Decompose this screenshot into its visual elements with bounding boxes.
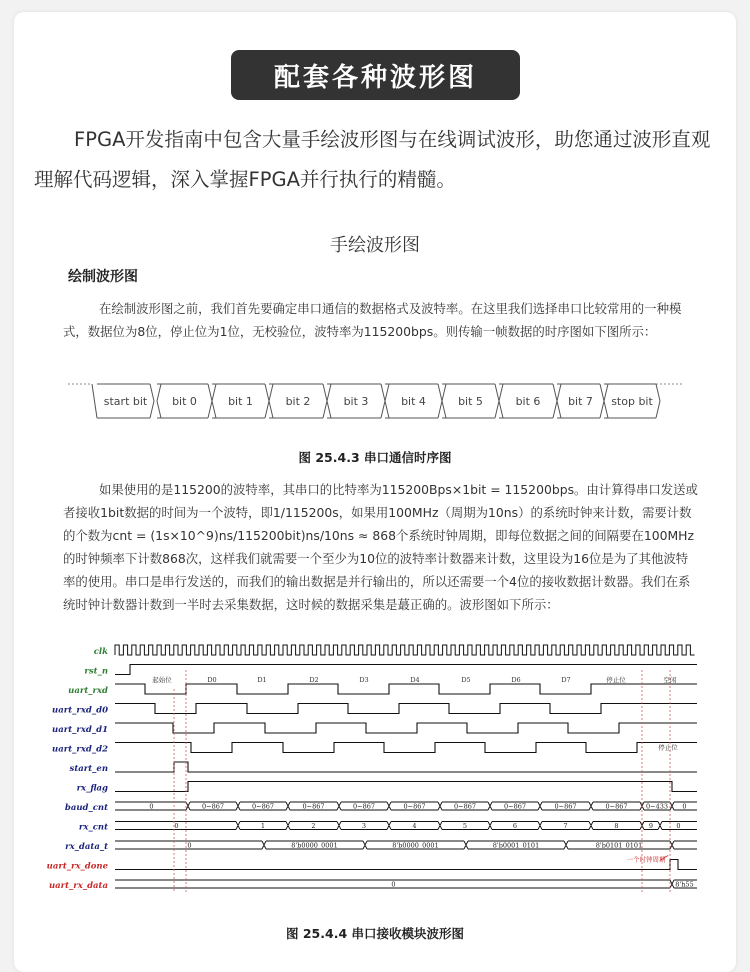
rx-cnt-bus-value: 0 [174,822,179,830]
uart-rxd-d2-wave [115,743,697,753]
frame-bit-label: bit 4 [401,395,426,408]
clk-wave [115,645,695,655]
rx-cnt-bus-value: 9 [648,822,654,830]
signal-name: uart_rxd_d0 [52,705,108,716]
uart-rxd-bit-label: D5 [461,676,471,684]
signal-name: uart_rxd [68,686,108,696]
baud-cnt-bus-value: 0~867 [202,802,224,811]
uart-rxd-bit-label: D2 [309,676,319,684]
baud-cnt-bus-value: 0~867 [554,802,577,811]
uart-rxd-d1-wave [115,723,697,733]
caption-rx-waveform: 图 25.4.4 串口接收模块波形图 [286,926,464,941]
uart-rx-waveform [0,640,750,910]
uart-rx-data-bus [115,880,697,888]
signal-name: rx_data_t [65,842,108,852]
signal-name: rx_cnt [78,822,108,833]
rx-cnt-bus-value: 2 [311,822,316,830]
done-note: 一个时钟周期 [626,855,666,864]
signal-name: uart_rxd_d1 [52,725,108,735]
uart-rx-data-bus-value: 0 [391,880,396,889]
baud-cnt-bus-value: 0~867 [504,802,526,811]
start-en-wave [115,762,697,772]
baud-cnt-bus-value: 0~867 [403,802,426,811]
baud-cnt-bus-value: 0~867 [454,802,476,811]
signal-name: uart_rx_done [46,861,108,872]
rx-cnt-bus [115,822,697,830]
uart-frame-diagram [0,378,750,428]
signal-name: uart_rxd_d2 [52,744,108,755]
baud-cnt-bus-value: 0~433 [646,802,668,811]
paragraph-1: 在绘制波形图之前，我们首先要确定串口通信的数据格式及波特率。在这里我们选择串口比较常用的一种模式，数据位为8位，停止位为1位，无校验位，波特率为115200bps。则传输一帧数据的时序图如下图所示： [63,301,682,339]
rx-flag-wave [115,782,697,792]
baud-cnt-bus-value: 0~867 [252,802,274,811]
uart-rxd-bit-label: 空闲 [663,676,677,684]
rx-data-t-bus-value: 8'b0000_0001 [392,841,439,850]
rx-cnt-bus-value: 4 [412,822,417,830]
frame-bit-label: bit 6 [515,395,541,408]
rx-data-t-bus-value: 0 [187,841,192,850]
rx-cnt-bus-value: 5 [462,822,468,830]
uart-rxd-bit-label: D7 [561,676,571,684]
rx-data-t-bus-value: 8'b0101_0101 [595,841,643,850]
frame-bit-label: bit 0 [172,395,197,408]
uart-rxd-d0-wave [115,704,697,714]
rx-cnt-bus-value: 0 [676,822,681,830]
caption-frame-diagram: 图 25.4.3 串口通信时序图 [298,450,452,465]
rx-data-t-bus-value: 8'b0001_0101 [492,841,540,850]
paragraph-2: 如果使用的是115200的波特率，其串口的比特率为115200Bps×1bit = 115200bps。由计算得串口发送或者接收1bit数据的时间为一个波特，即1/115200s，如果用100MHz（周期为10ns）的系统时钟来计数，需要计数的个数为cnt = (1s×10^9)ns/115200bit)ns/10ns ≈ 868个系统时钟周期，即每位数据之间的间隔要在100MHz的时钟频率下计数868次，这样我们就需要一个至少为10位的波特率计数器来计数，这里设为16位是为了其他波特率的使用。串口是串行发送的，而我们的输出数据是并行输出的，所以还需要一个4位的接收数据计数器。我们在系统时钟计数器计数到一半时去采集数据，这时候的数据采集是蕞正确的。波形图如下所示： [63,482,698,612]
baud-cnt-bus-value: 0~867 [353,802,375,811]
frame-bit-label: bit 5 [458,395,483,408]
d2-stop-note: 停止位 [658,743,678,752]
intro-paragraph: FPGA开发指南中包含大量手绘波形图与在线调试波形，助您通过波形直观理解代码逻辑，深入掌握FPGA并行执行的精髓。 [34,128,711,191]
signal-name: uart_rx_data [48,881,108,891]
uart-rxd-bit-label: D1 [257,676,267,684]
signal-name: rx_flag [76,783,108,794]
baud-cnt-bus-value: 0 [149,802,154,811]
rx-data-t-bus-value: 8'b0000_0001 [291,841,338,850]
frame-bit-label: stop bit [611,395,653,408]
baud-cnt-bus-value: 0 [682,802,687,811]
uart-rxd-wave [115,684,697,694]
uart-rxd-bit-label: D6 [511,676,521,684]
rst-n-wave [115,665,697,675]
uart-rxd-bit-label: D3 [359,676,369,684]
uart-rxd-bit-label: D0 [207,676,217,684]
signal-name: rst_n [84,666,108,677]
subsection-title: 绘制波形图 [68,269,138,285]
rx-cnt-bus-value: 3 [361,822,367,830]
rx-cnt-bus-value: 8 [614,822,619,830]
baud-cnt-bus-value: 0~867 [605,802,628,811]
frame-bit-label: bit 2 [285,395,311,408]
frame-bit-label: start bit [103,395,148,408]
signal-name: clk [93,647,108,657]
rx-cnt-bus-value: 6 [512,822,518,830]
section-title: 手绘波形图 [330,235,420,256]
rx-cnt-bus-value: 1 [260,822,266,830]
signal-name: baud_cnt [64,803,108,813]
uart-rxd-bit-label: 停止位 [606,676,626,684]
frame-bit-label: bit 3 [343,395,369,408]
frame-bit-label: bit 7 [568,395,593,408]
uart-rx-done-wave [115,860,697,870]
frame-bit-label: bit 1 [228,395,253,408]
rx-cnt-bus-value: 7 [563,822,568,830]
uart-rx-data-bus-value: 8'h55 [675,880,694,889]
uart-rxd-bit-label: 起始位 [152,676,172,684]
signal-name: start_en [69,764,108,774]
banner-title: 配套各种波形图 [231,50,520,100]
baud-cnt-bus-value: 0~867 [302,802,325,811]
uart-rxd-bit-label: D4 [410,676,420,684]
